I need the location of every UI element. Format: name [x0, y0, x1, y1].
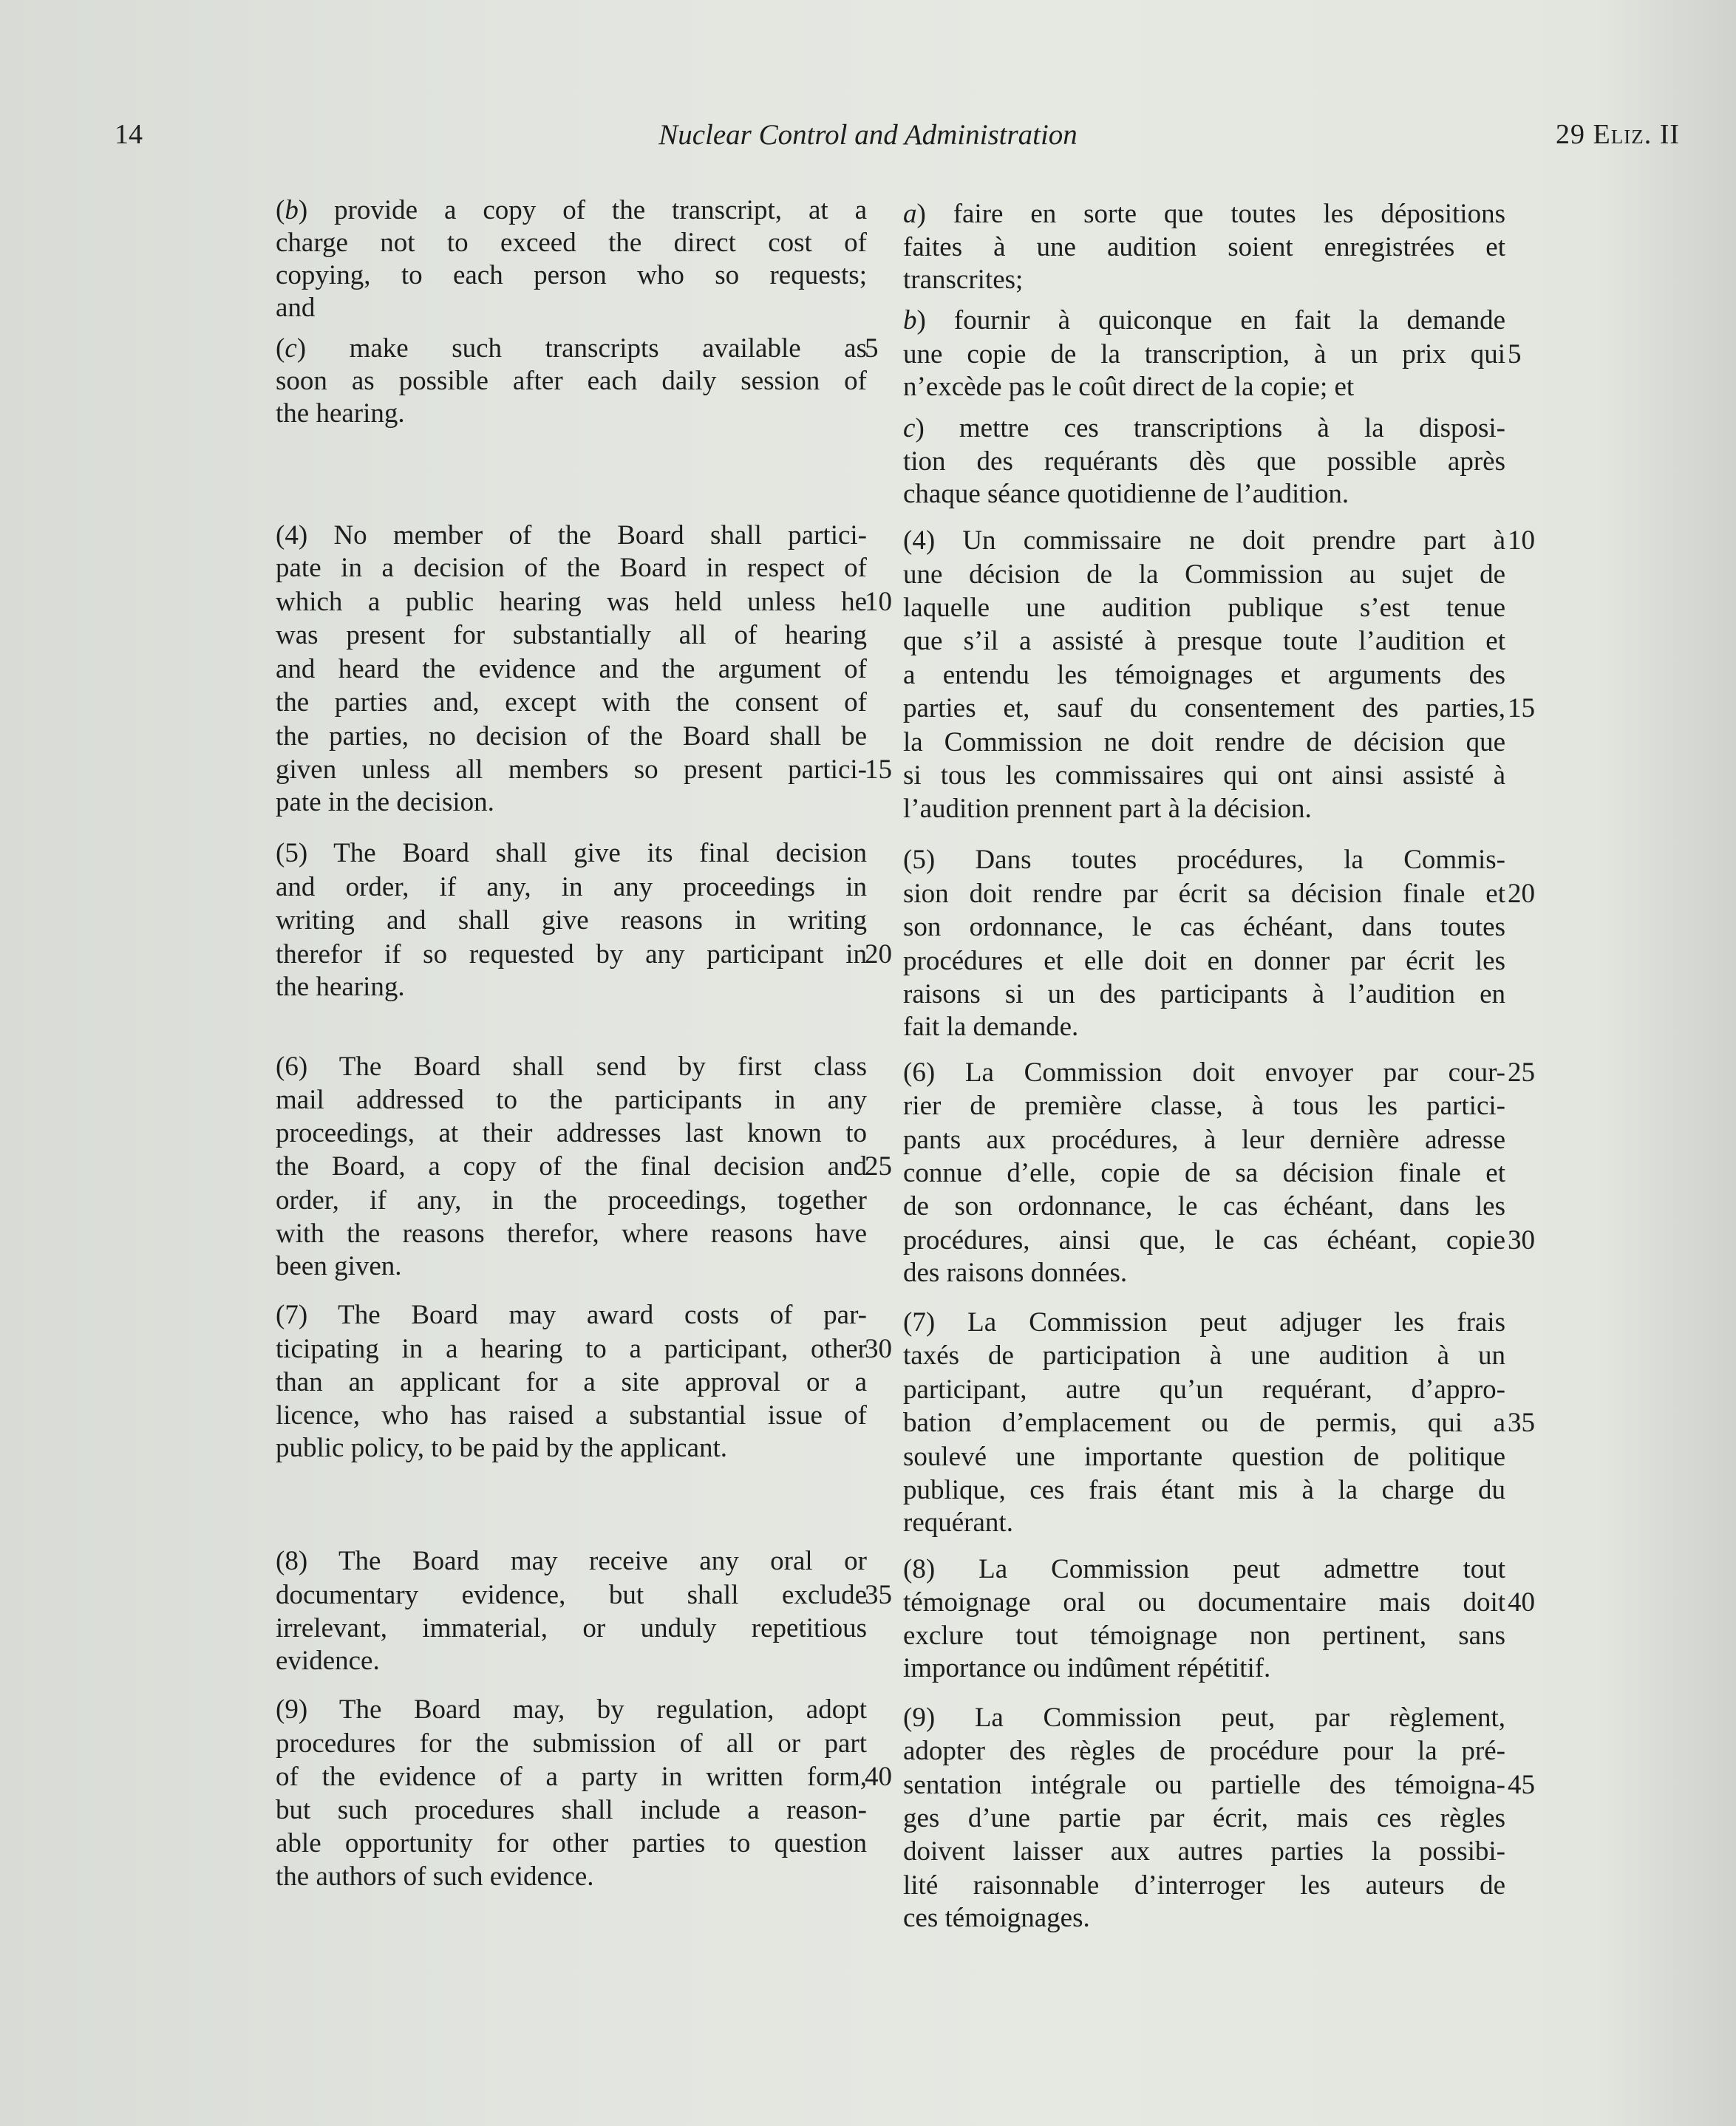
en-line: the Board, a copy of the final decision and — [276, 1151, 867, 1182]
en-line-number: 25 — [865, 1151, 892, 1182]
en-line-number: 15 — [865, 754, 892, 785]
fr-line: (9) La Commission peut, par règlement, — [903, 1703, 1505, 1733]
fr-line: l’audition prennent part à la décision. — [903, 794, 1312, 824]
en-line: been given. — [276, 1251, 402, 1281]
en-line: ticipating in a hearing to a participant, other — [276, 1334, 867, 1364]
fr-line: (7) La Commission peut adjuger les frais — [903, 1307, 1505, 1338]
en-line: was present for substantially all of hearing — [276, 620, 867, 650]
fr-line: de son ordonnance, le cas échéant, dans les — [903, 1191, 1505, 1222]
en-line: (b) provide a copy of the transcript, at a — [276, 195, 867, 225]
fr-line-number: 5 — [1508, 339, 1522, 369]
en-line: pate in a decision of the Board in respect of — [276, 553, 867, 583]
fr-line: procédures, ainsi que, le cas échéant, copie — [903, 1225, 1505, 1256]
fr-line: la Commission ne doit rendre de décision que — [903, 727, 1505, 757]
fr-line: bation d’emplacement ou de permis, qui a — [903, 1408, 1505, 1438]
en-line: the parties, no decision of the Board shall be — [276, 721, 867, 752]
fr-line-number: 40 — [1508, 1587, 1535, 1618]
fr-line: ges d’une partie par écrit, mais ces règles — [903, 1803, 1505, 1833]
page-number: 14 — [115, 119, 143, 150]
fr-line: publique, ces frais étant mis à la charge du — [903, 1475, 1505, 1505]
en-line: (c) make such transcripts available as — [276, 333, 867, 364]
fr-line: fait la demande. — [903, 1012, 1079, 1042]
en-line: public policy, to be paid by the applicant. — [276, 1433, 728, 1463]
fr-line: (4) Un commissaire ne doit prendre part à — [903, 525, 1505, 556]
en-line: charge not to exceed the direct cost of — [276, 228, 867, 258]
fr-line: ces témoignages. — [903, 1903, 1090, 1933]
en-line: the hearing. — [276, 398, 405, 429]
fr-line: tion des requérants dès que possible après — [903, 446, 1505, 477]
fr-line: (6) La Commission doit envoyer par cour- — [903, 1057, 1505, 1088]
fr-line: connue d’elle, copie de sa décision finale et — [903, 1158, 1505, 1188]
en-line: licence, who has raised a substantial issue of — [276, 1400, 867, 1431]
en-line: soon as possible after each daily session of — [276, 366, 867, 396]
fr-line: a entendu les témoignages et arguments des — [903, 660, 1505, 690]
regnal-year: 29 Eliz. II — [1556, 119, 1680, 150]
fr-line: (8) La Commission peut admettre tout — [903, 1554, 1505, 1584]
fr-line: transcrites; — [903, 265, 1024, 295]
fr-line-number: 25 — [1508, 1057, 1535, 1088]
en-line: therefor if so requested by any participant in — [276, 939, 867, 970]
fr-line: sion doit rendre par écrit sa décision finale et — [903, 879, 1505, 909]
en-line: proceedings, at their addresses last known to — [276, 1118, 867, 1148]
fr-line: une copie de la transcription, à un prix qui — [903, 339, 1505, 369]
fr-line: si tous les commissaires qui ont ainsi assisté à — [903, 760, 1505, 791]
en-line: and — [276, 293, 316, 323]
fr-line: chaque séance quotidienne de l’audition. — [903, 479, 1349, 509]
fr-line: requérant. — [903, 1507, 1013, 1538]
en-line: mail addressed to the participants in any — [276, 1085, 867, 1115]
fr-line: faites à une audition soient enregistrées et — [903, 232, 1505, 262]
en-line: pate in the decision. — [276, 787, 494, 817]
fr-line: une décision de la Commission au sujet de — [903, 559, 1505, 590]
en-line: but such procedures shall include a reason- — [276, 1795, 867, 1825]
en-line-number: 40 — [865, 1762, 892, 1792]
en-line: given unless all members so present partici- — [276, 754, 867, 785]
en-line: and heard the evidence and the argument of — [276, 654, 867, 684]
fr-line: taxés de participation à une audition à un — [903, 1340, 1505, 1371]
en-line: (7) The Board may award costs of par- — [276, 1300, 867, 1330]
fr-line: que s’il a assisté à presque toute l’audition et — [903, 626, 1505, 656]
en-line: with the reasons therefor, where reasons have — [276, 1219, 867, 1249]
fr-line: lité raisonnable d’interroger les auteurs de — [903, 1870, 1505, 1901]
fr-line: adopter des règles de procédure pour la pré- — [903, 1736, 1505, 1766]
fr-line: laquelle une audition publique s’est tenue — [903, 593, 1505, 623]
fr-line: n’excède pas le coût direct de la copie; et — [903, 372, 1355, 402]
fr-line-number: 15 — [1508, 693, 1535, 723]
fr-line-number: 35 — [1508, 1408, 1535, 1438]
fr-line: b) fournir à quiconque en fait la demande — [903, 305, 1505, 335]
en-line: documentary evidence, but shall exclude — [276, 1580, 867, 1610]
en-line: copying, to each person who so requests; — [276, 260, 867, 290]
en-line: (9) The Board may, by regulation, adopt — [276, 1694, 867, 1725]
en-line: (6) The Board shall send by first class — [276, 1052, 867, 1082]
fr-line-number: 45 — [1508, 1770, 1535, 1800]
en-line: writing and shall give reasons in writing — [276, 905, 867, 936]
en-line-number: 5 — [865, 333, 879, 364]
en-line: (8) The Board may receive any oral or — [276, 1546, 867, 1576]
fr-line: soulevé une importante question de politique — [903, 1442, 1505, 1472]
en-line: able opportunity for other parties to question — [276, 1828, 867, 1858]
en-line: (4) No member of the Board shall partici- — [276, 520, 867, 551]
en-line: (5) The Board shall give its final decision — [276, 838, 867, 868]
en-line: and order, if any, in any proceedings in — [276, 872, 867, 902]
fr-line: exclure tout témoignage non pertinent, sans — [903, 1621, 1505, 1651]
en-line: procedures for the submission of all or part — [276, 1728, 867, 1759]
en-line: order, if any, in the proceedings, together — [276, 1185, 867, 1216]
en-line: of the evidence of a party in written form, — [276, 1762, 867, 1792]
running-title: Nuclear Control and Administration — [658, 119, 1078, 151]
en-line-number: 35 — [865, 1580, 892, 1610]
fr-line: doivent laisser aux autres parties la possibi- — [903, 1836, 1505, 1867]
fr-line-number: 30 — [1508, 1225, 1535, 1256]
fr-line: procédures et elle doit en donner par écrit les — [903, 946, 1505, 976]
en-line: than an applicant for a site approval or a — [276, 1367, 867, 1397]
fr-line: participant, autre qu’un requérant, d’appro- — [903, 1374, 1505, 1405]
fr-line: parties et, sauf du consentement des parties, — [903, 693, 1505, 723]
en-line: which a public hearing was held unless he — [276, 587, 867, 617]
fr-line: importance ou indûment répétitif. — [903, 1653, 1271, 1683]
fr-line: a) faire en sorte que toutes les dépositions — [903, 199, 1505, 229]
fr-line: rier de première classe, à tous les partici- — [903, 1091, 1505, 1121]
en-line: the authors of such evidence. — [276, 1861, 594, 1892]
fr-line: des raisons données. — [903, 1258, 1128, 1288]
fr-line: pants aux procédures, à leur dernière adresse — [903, 1125, 1505, 1155]
en-line-number: 10 — [865, 587, 892, 617]
en-line: irrelevant, immaterial, or unduly repetitious — [276, 1613, 867, 1643]
fr-line: (5) Dans toutes procédures, la Commis- — [903, 845, 1505, 875]
en-line-number: 20 — [865, 939, 892, 970]
fr-line: témoignage oral ou documentaire mais doit — [903, 1587, 1505, 1618]
fr-line: sentation intégrale ou partielle des témoigna- — [903, 1770, 1505, 1800]
en-line: the hearing. — [276, 972, 405, 1002]
fr-line-number: 20 — [1508, 879, 1535, 909]
en-line-number: 30 — [865, 1334, 892, 1364]
en-line: the parties and, except with the consent of — [276, 687, 867, 718]
en-line: evidence. — [276, 1646, 380, 1676]
fr-line: son ordonnance, le cas échéant, dans toutes — [903, 912, 1505, 942]
fr-line: raisons si un des participants à l’audition en — [903, 979, 1505, 1009]
fr-line-number: 10 — [1508, 525, 1535, 556]
fr-line: c) mettre ces transcriptions à la disposi- — [903, 413, 1505, 443]
